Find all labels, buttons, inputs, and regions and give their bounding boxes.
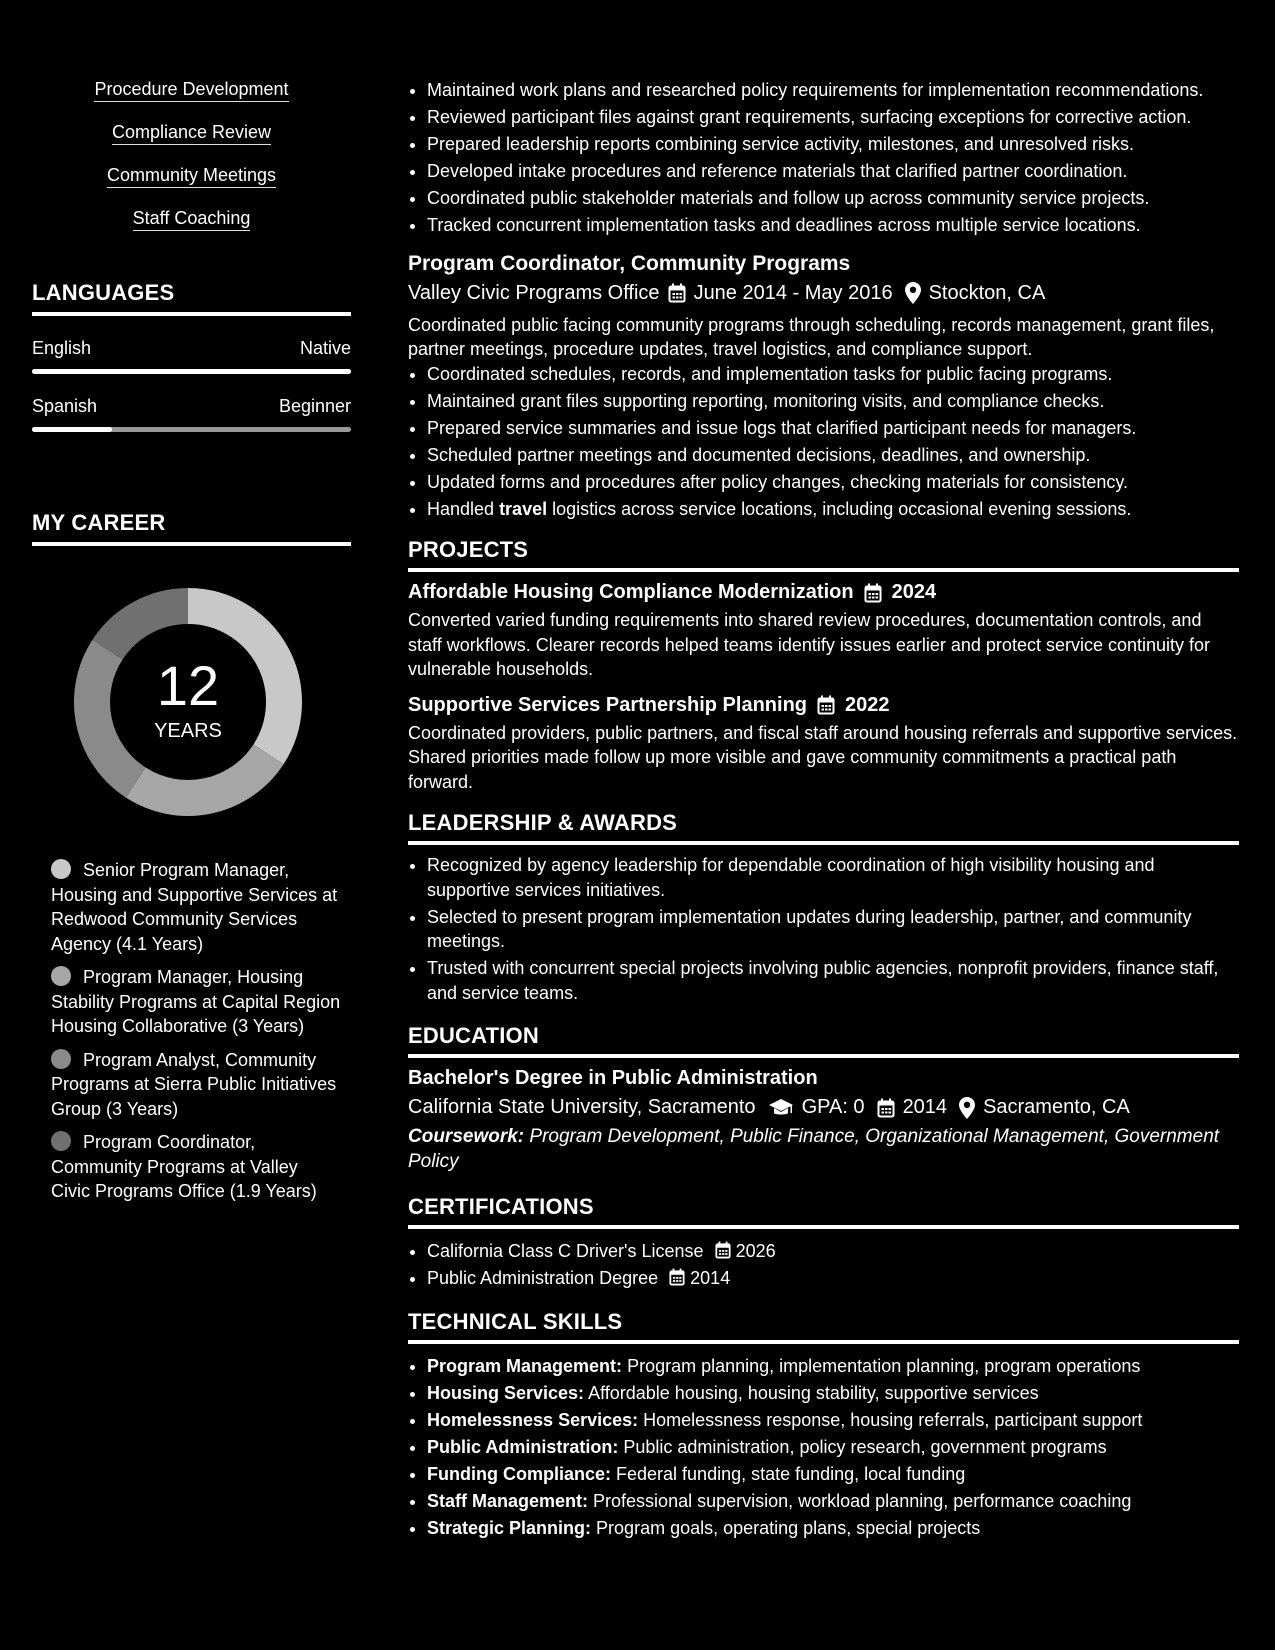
tech-skill-label: Homelessness Services: bbox=[427, 1409, 639, 1430]
award-item: • Selected to present program implementation updates during leadership, partner, and community meetings. bbox=[427, 905, 1239, 954]
project-title: Affordable Housing Compliance Modernization bbox=[408, 581, 854, 603]
language-proficiency-fill bbox=[32, 427, 112, 432]
tech-skill-label: Staff Management: bbox=[427, 1490, 589, 1511]
job-dates: June 2014 - May 2016 bbox=[693, 281, 893, 304]
certification-year: 2026 bbox=[735, 1241, 776, 1261]
school-name: California State University, Sacramento bbox=[408, 1096, 756, 1118]
certification-year: 2014 bbox=[690, 1268, 731, 1288]
bullet-item bbox=[427, 497, 1239, 522]
job-bullets bbox=[408, 362, 1239, 522]
skill-links bbox=[32, 78, 351, 250]
job-summary: Coordinated public facing community programs through scheduling, records management, grant files, partner meetings, procedure updates, travel logistics, and compliance support. bbox=[408, 314, 1215, 359]
career-item bbox=[51, 858, 341, 956]
bullet-item: • Developed intake procedures and reference materials that clarified partner coordination. bbox=[427, 159, 1239, 184]
graduation-cap-icon bbox=[768, 1098, 794, 1118]
graduation-year: 2014 bbox=[902, 1096, 948, 1118]
bullet-bold-text: travel bbox=[499, 498, 548, 519]
bullet-item: • Coordinated schedules, records, and implementation tasks for public facing programs. bbox=[427, 362, 1239, 387]
career-heading: MY CAREER bbox=[32, 510, 351, 546]
skill-link[interactable]: Staff Coaching bbox=[133, 207, 251, 231]
skill-link[interactable]: Procedure Development bbox=[94, 78, 288, 102]
school-location: Sacramento, CA bbox=[983, 1096, 1130, 1118]
coursework bbox=[408, 1125, 1239, 1174]
calendar-icon bbox=[715, 1241, 731, 1259]
bullet-item: • Prepared service summaries and issue logs that clarified participant needs for managers. bbox=[427, 416, 1239, 441]
project-year: 2022 bbox=[845, 693, 890, 716]
location-pin-icon bbox=[905, 282, 921, 304]
project-title: Supportive Services Partnership Planning bbox=[408, 693, 808, 716]
skill-link[interactable]: Compliance Review bbox=[112, 121, 271, 145]
main-content bbox=[408, 78, 1239, 1543]
bullet-item: • Coordinated public stakeholder materials and follow up across community service projects. bbox=[427, 186, 1239, 211]
awards-list bbox=[408, 853, 1239, 1005]
awards-heading: LEADERSHIP & AWARDS bbox=[408, 810, 1239, 845]
award-item: • Recognized by agency leadership for dependable coordination of high visibility housing and supportive services initiatives. bbox=[427, 853, 1239, 902]
career-text: Program Analyst, Community Programs at Sierra Public Initiatives Group (3 Years) bbox=[51, 1049, 337, 1119]
bullet-item: • Tracked concurrent implementation tasks and deadlines across multiple service locations. bbox=[427, 213, 1239, 238]
tech-skill-value: Professional supervision, workload planning, performance coaching bbox=[593, 1490, 1132, 1511]
career-item bbox=[51, 965, 341, 1039]
career-text: Senior Program Manager, Housing and Supportive Services at Redwood Community Services Agency (4.1 Years) bbox=[51, 860, 338, 954]
calendar-icon bbox=[817, 695, 835, 715]
language-name: Spanish bbox=[32, 396, 98, 416]
certification-item bbox=[427, 1266, 1239, 1291]
career-dot-icon bbox=[51, 859, 71, 879]
career-total: 12 bbox=[156, 654, 220, 717]
career-text: Program Coordinator, Community Programs at Valley Civic Programs Office (1.9 Years) bbox=[51, 1132, 317, 1201]
skill-link[interactable]: Community Meetings bbox=[107, 164, 276, 188]
certification-item bbox=[427, 1239, 1239, 1264]
location-pin-icon bbox=[959, 1097, 975, 1119]
tech-skill-item bbox=[427, 1462, 1239, 1487]
languages-heading: LANGUAGES bbox=[32, 280, 351, 316]
tech-skill-label: Program Management: bbox=[427, 1355, 623, 1376]
language-level: Beginner bbox=[278, 396, 351, 416]
projects-heading: PROJECTS bbox=[408, 537, 1239, 572]
tech-skill-label: Funding Compliance: bbox=[427, 1463, 611, 1484]
language-name: English bbox=[32, 338, 92, 358]
language-proficiency-bar bbox=[32, 369, 351, 374]
career-text: Program Manager, Housing Stability Programs at Capital Region Housing Collaborative (3 Years) bbox=[51, 967, 341, 1036]
tech-skill-value: Federal funding, state funding, local funding bbox=[616, 1463, 966, 1484]
tech-skill-item bbox=[427, 1381, 1239, 1406]
tech-skill-item bbox=[427, 1435, 1239, 1460]
career-item bbox=[51, 1130, 341, 1204]
bullet-item: • Scheduled partner meetings and documented decisions, deadlines, and ownership. bbox=[427, 443, 1239, 468]
technical-skills-list bbox=[408, 1354, 1239, 1541]
coursework-text: Program Development, Public Finance, Organizational Management, Government Policy bbox=[408, 1126, 1220, 1172]
bullet-item: • Updated forms and procedures after policy changes, checking materials for consistency. bbox=[427, 470, 1239, 495]
project-title-row bbox=[408, 694, 1239, 717]
project-title-row bbox=[408, 581, 1239, 604]
career-list bbox=[32, 858, 341, 1204]
language-item bbox=[32, 338, 351, 374]
career-donut bbox=[32, 582, 351, 822]
award-item: • Trusted with concurrent special projects involving public agencies, nonprofit providers, finance staff, and service teams. bbox=[427, 956, 1239, 1005]
calendar-icon bbox=[877, 1098, 895, 1118]
career-unit: YEARS bbox=[154, 720, 222, 742]
tech-skill-item bbox=[427, 1489, 1239, 1514]
language-proficiency-fill bbox=[32, 369, 351, 374]
certification-name: Public Administration Degree bbox=[427, 1268, 659, 1288]
bullet-item: • Reviewed participant files against grant requirements, surfacing exceptions for corrective action. bbox=[427, 105, 1239, 130]
education-meta bbox=[408, 1096, 1239, 1119]
certifications-list bbox=[408, 1239, 1239, 1291]
language-item bbox=[32, 396, 351, 432]
career-dot-icon bbox=[51, 1049, 71, 1069]
tech-skill-value: Homelessness response, housing referrals, participant support bbox=[643, 1409, 1143, 1430]
coursework-label: Coursework: bbox=[408, 1126, 525, 1147]
tech-skill-value: Program planning, implementation planning, program operations bbox=[627, 1355, 1141, 1376]
project-description: Coordinated providers, public partners, and fiscal staff around housing referrals and supportive services. Shared priorities made follow up more visible and gave community commitments a practical path forward. bbox=[408, 722, 1238, 792]
language-level: Native bbox=[299, 338, 351, 358]
certification-name: California Class C Driver's License bbox=[427, 1241, 704, 1261]
calendar-icon bbox=[669, 1268, 685, 1286]
language-proficiency-bar bbox=[32, 427, 351, 432]
degree-title: Bachelor's Degree in Public Administration bbox=[408, 1067, 818, 1089]
certifications-heading: CERTIFICATIONS bbox=[408, 1194, 1239, 1229]
bullet-item: • Maintained grant files supporting reporting, monitoring visits, and compliance checks. bbox=[427, 389, 1239, 414]
tech-skill-label: Public Administration: bbox=[427, 1436, 619, 1457]
bullet-text: Handled bbox=[427, 498, 500, 519]
job-title: Program Coordinator, Community Programs bbox=[408, 251, 851, 275]
sidebar bbox=[32, 78, 351, 1213]
career-donut-segment bbox=[136, 754, 269, 798]
calendar-icon bbox=[864, 583, 882, 603]
career-item bbox=[51, 1048, 341, 1122]
tech-skill-value: Affordable housing, housing stability, supportive services bbox=[588, 1382, 1039, 1403]
job-meta bbox=[408, 282, 1239, 305]
education-heading: EDUCATION bbox=[408, 1023, 1239, 1058]
previous-job-bullets bbox=[408, 78, 1239, 238]
tech-skill-label: Strategic Planning: bbox=[427, 1517, 592, 1538]
gpa: GPA: 0 bbox=[801, 1096, 865, 1118]
tech-skill-value: Program goals, operating plans, special projects bbox=[596, 1517, 981, 1538]
bullet-item: • Maintained work plans and researched policy requirements for implementation recommendations. bbox=[427, 78, 1239, 103]
career-donut-segment bbox=[107, 606, 188, 650]
project-year: 2024 bbox=[891, 581, 937, 603]
job-location: Stockton, CA bbox=[928, 281, 1046, 304]
tech-skill-item bbox=[427, 1408, 1239, 1433]
bullet-item: • Prepared leadership reports combining service activity, milestones, and unresolved risks. bbox=[427, 132, 1239, 157]
bullet-text: logistics across service locations, including occasional evening sessions. bbox=[547, 498, 1132, 519]
technical-skills-heading: TECHNICAL SKILLS bbox=[408, 1309, 1239, 1344]
calendar-icon bbox=[668, 283, 686, 303]
tech-skill-item bbox=[427, 1516, 1239, 1541]
tech-skill-item bbox=[427, 1354, 1239, 1379]
tech-skill-label: Housing Services: bbox=[427, 1382, 585, 1403]
career-dot-icon bbox=[51, 966, 71, 986]
job-employer: Valley Civic Programs Office bbox=[408, 281, 660, 304]
career-dot-icon bbox=[51, 1131, 71, 1151]
project-description: Converted varied funding requirements into shared review procedures, documentation controls, and staff workflows. Clearer records helped teams identify issues earlier and protect service continuity for vulnerable households. bbox=[408, 610, 1211, 679]
tech-skill-value: Public administration, policy research, government programs bbox=[623, 1436, 1107, 1457]
